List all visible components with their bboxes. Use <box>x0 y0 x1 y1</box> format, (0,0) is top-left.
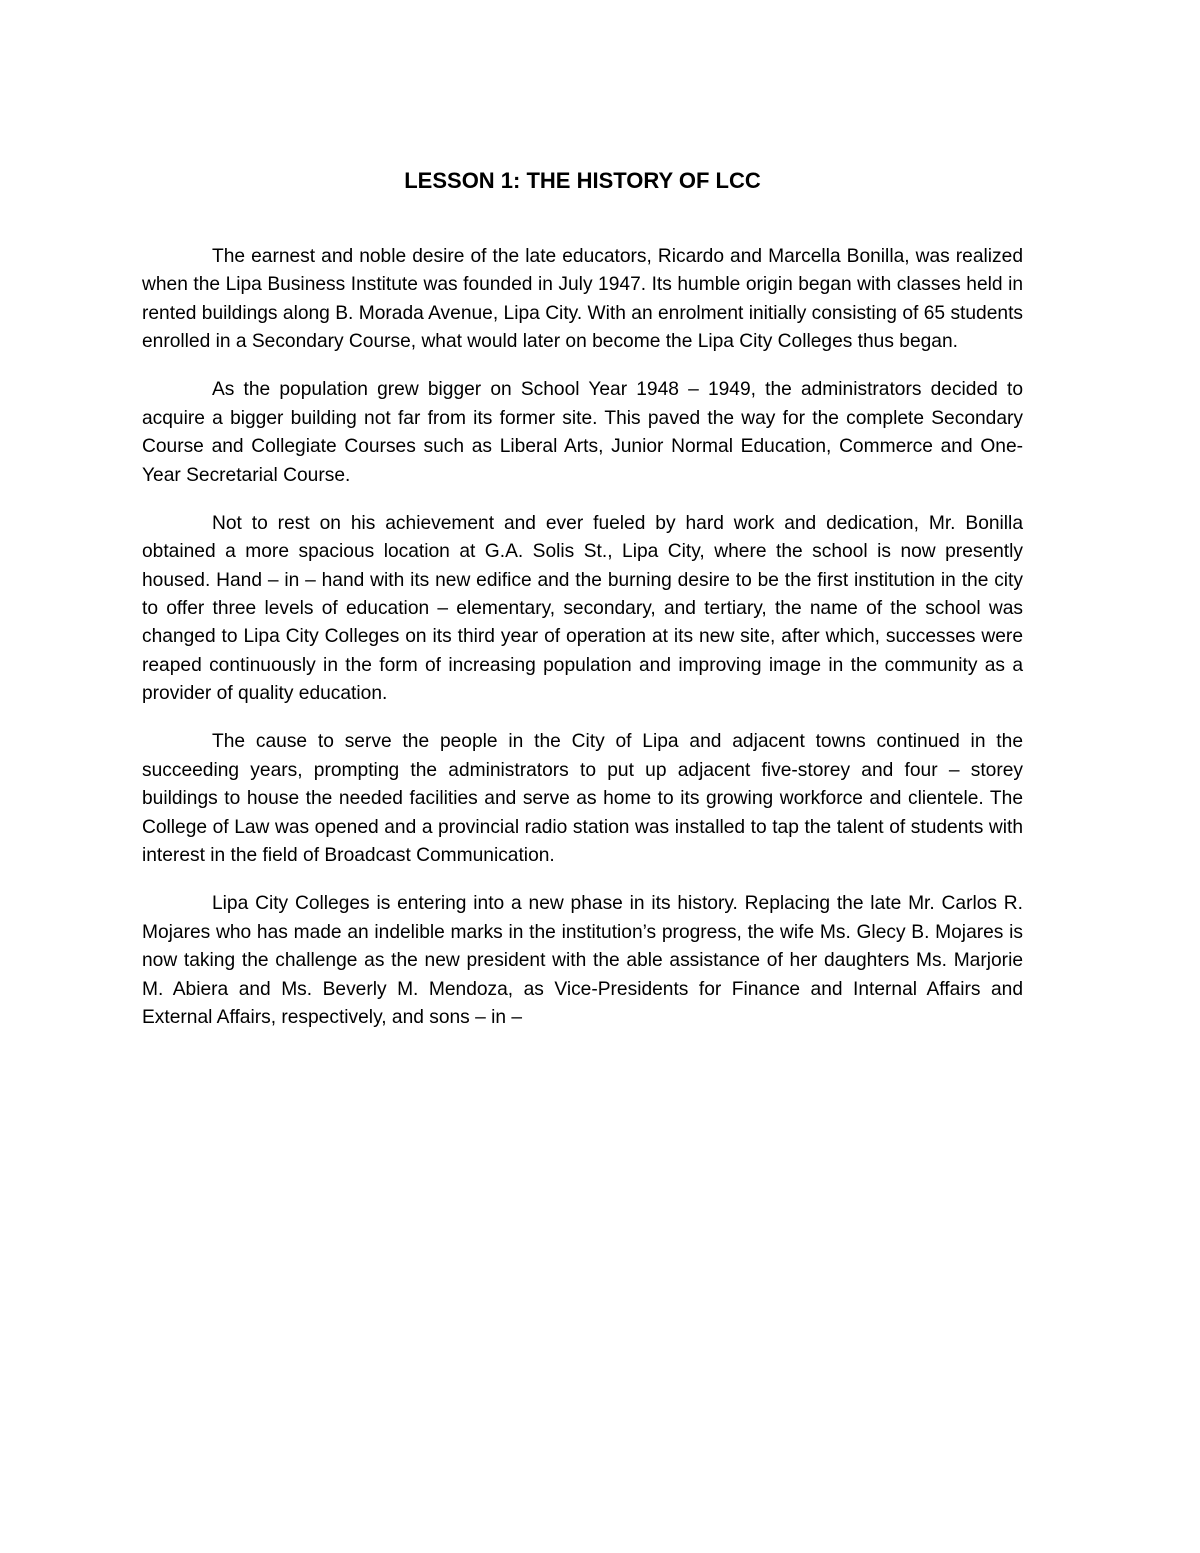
paragraph-growth: The cause to serve the people in the City of Lipa and adjacent towns continued in the succeeding years, prompting the administrators to put up adjacent five-storey and four – storey buildings to house the needed facilities and serve as home to its growing workforce and clientele. The College of Law was opened and a provincial radio station was installed to tap the talent of students with interest in the field of Broadcast Communication. <box>142 731 1023 867</box>
paragraph-founding: The earnest and noble desire of the late educators, Ricardo and Marcella Bonilla, was realized when the Lipa Business Institute was founded in July 1947. Its humble origin began with classes held in rented buildings along B. Morada Avenue, Lipa City. With an enrolment initially consisting of 65 students enrolled in a Secondary Course, what would later on become the Lipa City Colleges thus began. <box>142 246 1023 353</box>
document-body <box>142 243 1023 1052</box>
paragraph-expansion: As the population grew bigger on School Year 1948 – 1949, the administrators decided to acquire a bigger building not far from its former site. This paved the way for the complete Secondary Course and Collegiate Courses such as Liberal Arts, Junior Normal Education, Commerce and One-Year Secretarial Course. <box>142 379 1023 486</box>
lesson-title: LESSON 1: THE HISTORY OF LCC <box>404 168 761 193</box>
paragraph-new-site: Not to rest on his achievement and ever fueled by hard work and dedication, Mr. Bonilla obtained a more spacious location at G.A. Solis St., Lipa City, where the school is now presently housed. Hand – in – hand with its new edifice and the burning desire to be the first institution in the city to offer three levels of education – elementary, secondary, and tertiary, the name of the school was changed to Lipa City Colleges on its third year of operation at its new site, after which, successes were reaped continuously in the form of increasing population and improving image in the community as a provider of quality education. <box>142 512 1023 705</box>
paragraph-new-phase: Lipa City Colleges is entering into a new phase in its history. Replacing the late Mr. Carlos R. Mojares who has made an indelible marks in the institution’s progress, the wife Ms. Glecy B. Mojares is now taking the challenge as the new president with the able assistance of her daughters Ms. Marjorie M. Abiera and Ms. Beverly M. Mendoza, as Vice-Presidents for Finance and Internal Affairs and External Affairs, respectively, and sons – in – <box>142 893 1023 1028</box>
